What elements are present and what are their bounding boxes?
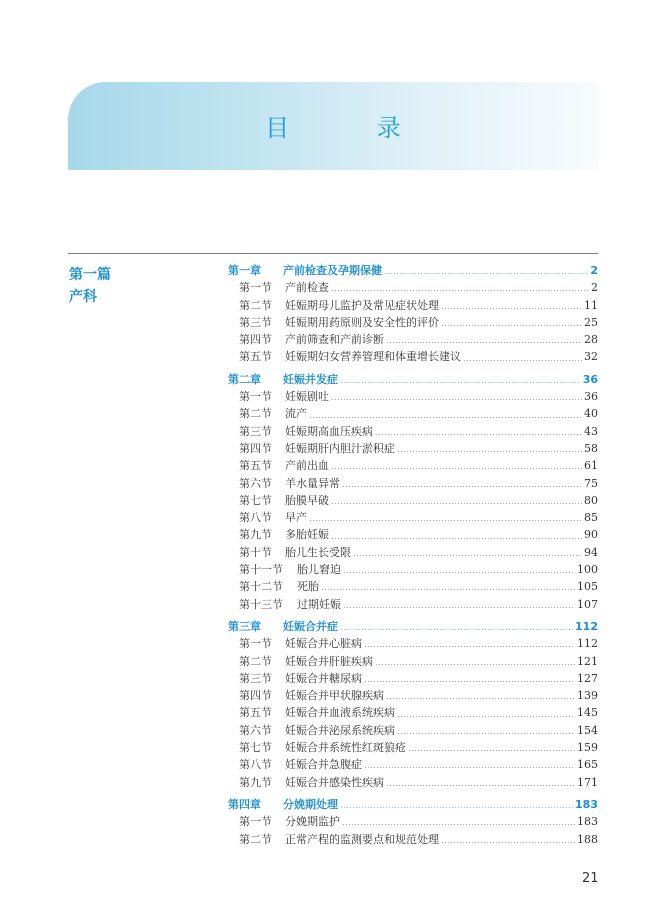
page-ref: 107 — [577, 597, 598, 611]
section-title: 妊娠合并甲状腺疾病 — [285, 689, 384, 703]
dot-leader — [309, 417, 582, 418]
page-ref: 11 — [584, 298, 598, 312]
page-ref: 25 — [584, 315, 598, 329]
section-number: 第一节 — [239, 815, 272, 829]
dot-leader — [364, 646, 575, 647]
page-ref: 85 — [584, 511, 598, 525]
section-number: 第八节 — [239, 758, 272, 772]
table-of-contents — [228, 262, 598, 848]
section-entry[interactable] — [228, 831, 598, 848]
section-number: 第九节 — [239, 775, 272, 789]
dot-leader — [384, 273, 588, 274]
section-entry[interactable] — [228, 596, 598, 613]
dot-leader — [463, 360, 582, 361]
page-ref: 112 — [577, 637, 598, 651]
section-entry[interactable] — [228, 348, 598, 365]
section-entry[interactable] — [228, 475, 598, 492]
section-title: 多胎妊娠 — [285, 528, 329, 542]
page-ref: 112 — [575, 619, 598, 633]
page-ref: 36 — [584, 390, 598, 404]
part-heading — [69, 264, 111, 308]
section-number: 第四节 — [239, 689, 272, 703]
dot-leader — [441, 308, 582, 309]
section-entry[interactable] — [228, 635, 598, 652]
dot-leader — [397, 733, 575, 734]
section-number: 第十节 — [239, 545, 272, 559]
divider — [68, 253, 598, 254]
section-title: 妊娠合并泌尿系统疾病 — [285, 723, 395, 737]
section-entry[interactable] — [228, 813, 598, 830]
dot-leader — [441, 325, 582, 326]
page-ref: 154 — [577, 723, 598, 737]
dot-leader — [343, 607, 575, 608]
section-title: 妊娠期母儿监护及常见症状处理 — [285, 298, 439, 312]
page-ref: 171 — [577, 775, 598, 789]
page-ref: 100 — [577, 563, 598, 577]
page-ref: 80 — [584, 493, 598, 507]
section-number: 第五节 — [239, 706, 272, 720]
dot-leader — [386, 785, 575, 786]
section-entry[interactable] — [228, 331, 598, 348]
dot-leader — [353, 555, 582, 556]
chapter-number: 第四章 — [228, 797, 261, 811]
page-ref: 105 — [577, 580, 598, 594]
section-title: 胎儿窘迫 — [297, 563, 341, 577]
section-number: 第六节 — [239, 723, 272, 737]
part-label: 第一篇 — [69, 267, 111, 283]
section-entry[interactable] — [228, 440, 598, 457]
page-ref: 75 — [584, 476, 598, 490]
section-number: 第三节 — [239, 424, 272, 438]
section-number: 第七节 — [239, 493, 272, 507]
section-number: 第七节 — [239, 741, 272, 755]
section-title: 早产 — [285, 511, 307, 525]
page-ref: 28 — [584, 333, 598, 347]
chapter-title: 分娩期处理 — [283, 797, 338, 811]
part-name: 产科 — [69, 289, 97, 305]
section-title: 妊娠合并血液系统疾病 — [285, 706, 395, 720]
section-title: 妊娠期用药原则及安全性的评价 — [285, 315, 439, 329]
page-ref: 183 — [575, 797, 598, 811]
chapter-number: 第一章 — [228, 264, 261, 277]
title-banner — [68, 82, 598, 170]
section-title: 妊娠合并感染性疾病 — [285, 775, 384, 789]
section-entry[interactable] — [228, 297, 598, 314]
section-number: 第二节 — [239, 407, 272, 421]
page-ref: 183 — [577, 815, 598, 829]
chapter-entry[interactable] — [228, 371, 598, 388]
section-number: 第一节 — [239, 390, 272, 404]
section-number: 第一节 — [239, 637, 272, 651]
dot-leader — [364, 767, 575, 768]
dot-leader — [397, 451, 582, 452]
section-title: 产前检查 — [285, 281, 329, 295]
section-number: 第三节 — [239, 671, 272, 685]
page-ref: 145 — [577, 706, 598, 720]
chapter-title: 妊娠合并症 — [283, 619, 338, 633]
section-number: 第十三节 — [239, 597, 283, 611]
section-number: 第十一节 — [239, 563, 283, 577]
dot-leader — [342, 486, 582, 487]
section-title: 妊娠期高血压疾病 — [285, 424, 373, 438]
page-number: 21 — [582, 871, 599, 886]
page-ref: 32 — [584, 350, 598, 364]
section-entry[interactable] — [228, 653, 598, 670]
section-title: 产前筛查和产前诊断 — [285, 333, 384, 347]
dot-leader — [342, 824, 575, 825]
page-ref: 43 — [584, 424, 598, 438]
section-title: 妊娠期妇女营养管理和体重增长建议 — [285, 350, 461, 364]
page-ref: 58 — [584, 441, 598, 455]
section-title: 妊娠期肝内胆汁淤积症 — [285, 441, 395, 455]
page-ref: 90 — [584, 528, 598, 542]
section-entry[interactable] — [228, 492, 598, 509]
page-title: 目 录 — [265, 114, 441, 142]
dot-leader — [331, 468, 582, 469]
section-title: 妊娠合并系统性红斑狼疮 — [285, 741, 406, 755]
section-title: 产前出血 — [285, 459, 329, 473]
dot-leader — [331, 503, 582, 504]
dot-leader — [331, 538, 582, 539]
section-entry[interactable] — [228, 423, 598, 440]
section-title: 过期妊娠 — [297, 597, 341, 611]
section-number: 第五节 — [239, 459, 272, 473]
chapter-number: 第二章 — [228, 372, 261, 386]
dot-leader — [375, 434, 582, 435]
section-entry[interactable] — [228, 670, 598, 687]
dot-leader — [364, 681, 575, 682]
section-entry[interactable] — [228, 561, 598, 578]
dot-leader — [309, 520, 582, 521]
section-entry[interactable] — [228, 774, 598, 791]
page-ref: 61 — [584, 459, 598, 473]
page-ref: 36 — [582, 372, 598, 386]
page-ref: 40 — [584, 407, 598, 421]
section-entry[interactable] — [228, 578, 598, 595]
section-title: 妊娠合并心脏病 — [285, 637, 362, 651]
chapter-title: 产前检查及孕期保健 — [283, 264, 382, 277]
section-entry[interactable] — [228, 704, 598, 721]
chapter-number: 第三章 — [228, 619, 261, 633]
chapter-entry[interactable] — [228, 262, 598, 279]
section-number: 第十二节 — [239, 580, 283, 594]
page-ref: 127 — [577, 671, 598, 685]
section-entry[interactable] — [228, 509, 598, 526]
section-entry[interactable] — [228, 457, 598, 474]
section-entry[interactable] — [228, 388, 598, 405]
section-title: 死胎 — [297, 580, 319, 594]
section-entry[interactable] — [228, 756, 598, 773]
section-number: 第二节 — [239, 298, 272, 312]
dot-leader — [321, 589, 575, 590]
dot-leader — [441, 842, 575, 843]
section-number: 第六节 — [239, 476, 272, 490]
section-title: 正常产程的监测要点和规范处理 — [285, 832, 439, 846]
page-ref: 121 — [577, 654, 598, 668]
section-number: 第三节 — [239, 315, 272, 329]
dot-leader — [375, 664, 575, 665]
section-title: 胎膜早破 — [285, 493, 329, 507]
dot-leader — [331, 290, 589, 291]
section-number: 第九节 — [239, 528, 272, 542]
section-entry[interactable] — [228, 687, 598, 704]
section-title: 羊水量异常 — [285, 476, 340, 490]
section-number: 第四节 — [239, 333, 272, 347]
section-title: 妊娠合并急腹症 — [285, 758, 362, 772]
section-title: 胎儿生长受限 — [285, 545, 351, 559]
section-number: 第八节 — [239, 511, 272, 525]
section-entry[interactable] — [228, 405, 598, 422]
section-entry[interactable] — [228, 739, 598, 756]
section-number: 第五节 — [239, 350, 272, 364]
dot-leader — [331, 399, 582, 400]
dot-leader — [397, 716, 575, 717]
dot-leader — [340, 629, 573, 630]
chapter-entry[interactable] — [228, 796, 598, 813]
dot-leader — [340, 807, 573, 808]
dot-leader — [340, 382, 581, 383]
dot-leader — [408, 750, 575, 751]
page-ref: 165 — [577, 758, 598, 772]
section-title: 妊娠合并肝脏疾病 — [285, 654, 373, 668]
page-ref: 139 — [577, 689, 598, 703]
section-number: 第四节 — [239, 441, 272, 455]
section-entry[interactable] — [228, 526, 598, 543]
section-number: 第一节 — [239, 281, 272, 295]
section-entry[interactable] — [228, 722, 598, 739]
section-title: 妊娠剧吐 — [285, 390, 329, 404]
section-title: 妊娠合并糖尿病 — [285, 671, 362, 685]
section-number: 第二节 — [239, 832, 272, 846]
section-entry[interactable] — [228, 279, 598, 296]
section-entry[interactable] — [228, 544, 598, 561]
chapter-entry[interactable] — [228, 618, 598, 635]
page-ref: 2 — [591, 281, 598, 295]
page-ref: 2 — [590, 264, 598, 277]
page-ref: 159 — [577, 741, 598, 755]
section-number: 第二节 — [239, 654, 272, 668]
section-title: 流产 — [285, 407, 307, 421]
dot-leader — [386, 698, 575, 699]
page-ref: 94 — [584, 545, 598, 559]
section-entry[interactable] — [228, 314, 598, 331]
page-ref: 188 — [577, 832, 598, 846]
dot-leader — [386, 342, 582, 343]
section-title: 分娩期监护 — [285, 815, 340, 829]
dot-leader — [343, 572, 575, 573]
chapter-title: 妊娠并发症 — [283, 372, 338, 386]
